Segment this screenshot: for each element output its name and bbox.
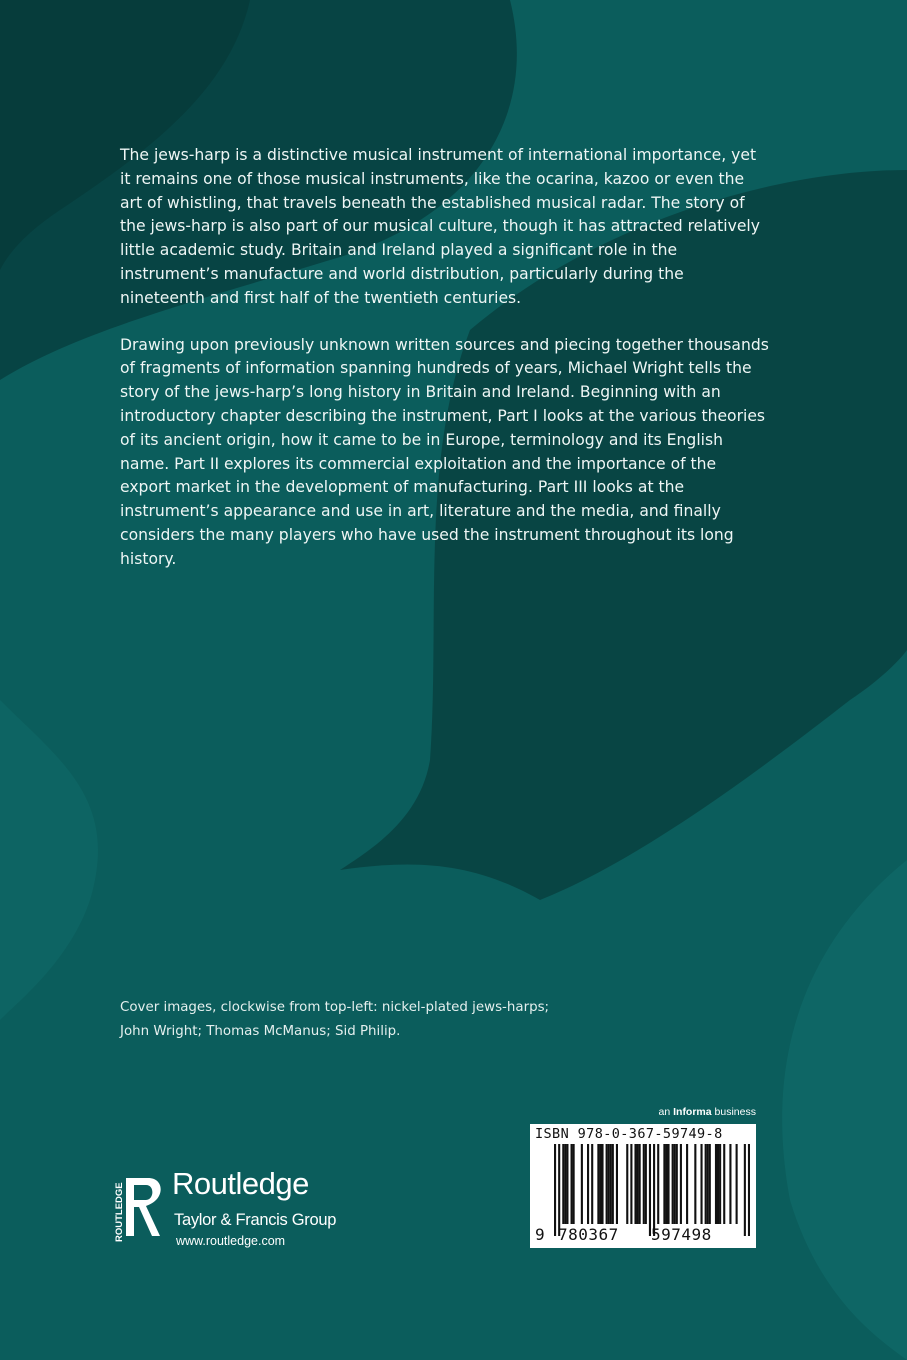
barcode-bar xyxy=(680,1144,682,1224)
barcode-bar xyxy=(639,1144,641,1224)
isbn-label: ISBN 978-0-367-59749-8 xyxy=(535,1126,723,1142)
barcode-bar xyxy=(649,1144,651,1236)
light-shape-bottom-right xyxy=(782,860,907,1360)
barcode-bar xyxy=(700,1144,702,1224)
barcode-bar xyxy=(748,1144,750,1236)
barcode-bar xyxy=(717,1144,719,1224)
barcode-bar xyxy=(562,1144,564,1224)
barcode-bar xyxy=(729,1144,731,1224)
barcode-bar xyxy=(591,1144,593,1224)
barcode-bar xyxy=(667,1144,669,1224)
light-shape-left-swirl xyxy=(0,700,98,1020)
barcode-bar xyxy=(705,1144,707,1224)
barcode-bar xyxy=(601,1144,603,1224)
barcode-bar xyxy=(626,1144,628,1224)
barcode-bar xyxy=(606,1144,608,1224)
barcode-bar xyxy=(676,1144,678,1224)
barcode-bar xyxy=(573,1144,575,1224)
barcode-bar xyxy=(558,1144,560,1236)
barcode-bar xyxy=(597,1144,599,1224)
barcode-bar xyxy=(587,1144,589,1224)
barcode-bar xyxy=(616,1144,618,1224)
barcode-bar xyxy=(610,1144,612,1224)
barcode-bar xyxy=(608,1144,610,1224)
barcode-bar xyxy=(653,1144,655,1236)
barcode-bar xyxy=(637,1144,639,1224)
isbn-right-digits: 597498 xyxy=(651,1225,712,1244)
barcode-bar xyxy=(665,1144,667,1224)
informa-brand: Informa xyxy=(673,1106,712,1118)
barcode-bar xyxy=(707,1144,709,1224)
isbn-first-digit: 9 xyxy=(535,1225,545,1244)
publisher-group: Taylor & Francis Group xyxy=(174,1211,337,1229)
barcode-bar xyxy=(715,1144,717,1224)
barcode-bar xyxy=(645,1144,647,1224)
barcode-bar xyxy=(564,1144,566,1224)
publisher-name: Routledge xyxy=(172,1166,309,1201)
description-paragraph-2: Drawing upon previously unknown written sources and piecing together thousands of fragments of information spanning hundreds of years, Michael Wright tells the story of the jews-harp’s long history in Britain and Ireland. Beginning with an introductory chapter describing the instrument, Part I looks at the various theories of its ancient origin, how it came to be in Europe, terminology and its English name. Part II explores its commercial exploitation and the importance of the export market in the development of manufacturing. Part III looks at the instrument’s appearance and use in art, literature and the media, and finally considers the many players who have used the instrument throughout its long history. xyxy=(120,335,769,568)
publisher-url[interactable]: www.routledge.com xyxy=(176,1234,286,1248)
description-paragraph-1: The jews-harp is a distinctive musical instrument of international importance, yet it remains one of those musical instruments, like the ocarina, kazoo or even the art of whistling, that travels beneath the established musical radar. The story of the jews-harp is also part of our musical culture, though it has attracted relatively little academic study. Britain and Ireland played a significant role in the instrument’s manufacture and world distribution, particularly during the nineteenth and first half of the twentieth centuries. xyxy=(120,146,760,307)
book-description xyxy=(120,144,770,595)
informa-suffix: business xyxy=(714,1106,756,1118)
barcode-bar xyxy=(672,1144,674,1224)
publisher-logo xyxy=(112,1164,412,1254)
barcode-bar xyxy=(744,1144,746,1236)
barcode-bar xyxy=(634,1144,636,1224)
barcode-bar xyxy=(643,1144,645,1224)
barcode-bar xyxy=(566,1144,568,1224)
barcode-bar xyxy=(612,1144,614,1224)
barcode-bar xyxy=(736,1144,738,1224)
cover-image-credits xyxy=(120,996,680,1043)
routledge-vertical-mark: ROUTLEDGE xyxy=(114,1182,125,1242)
isbn-barcode xyxy=(530,1124,756,1248)
informa-prefix: an xyxy=(658,1106,671,1118)
barcode-bar xyxy=(657,1144,659,1224)
barcode-bar xyxy=(723,1144,725,1224)
barcode-bar xyxy=(581,1144,583,1224)
barcode-bar xyxy=(719,1144,721,1224)
credits-line-1: Cover images, clockwise from top-left: nickel-plated jews-harps; xyxy=(120,1000,550,1015)
routledge-r-icon xyxy=(112,1170,166,1242)
barcode-bar xyxy=(630,1144,632,1224)
informa-business-tag xyxy=(659,1106,757,1118)
barcode-bar xyxy=(686,1144,688,1224)
barcode-bar xyxy=(554,1144,556,1236)
isbn-left-digits: 780367 xyxy=(558,1225,619,1244)
barcode-bar xyxy=(709,1144,711,1224)
barcode-bar xyxy=(663,1144,665,1224)
credits-line-2: John Wright; Thomas McManus; Sid Philip. xyxy=(120,1023,401,1039)
barcode-bar xyxy=(694,1144,696,1224)
barcode-bar xyxy=(599,1144,601,1224)
barcode-bar xyxy=(571,1144,573,1224)
barcode-bar xyxy=(674,1144,676,1224)
